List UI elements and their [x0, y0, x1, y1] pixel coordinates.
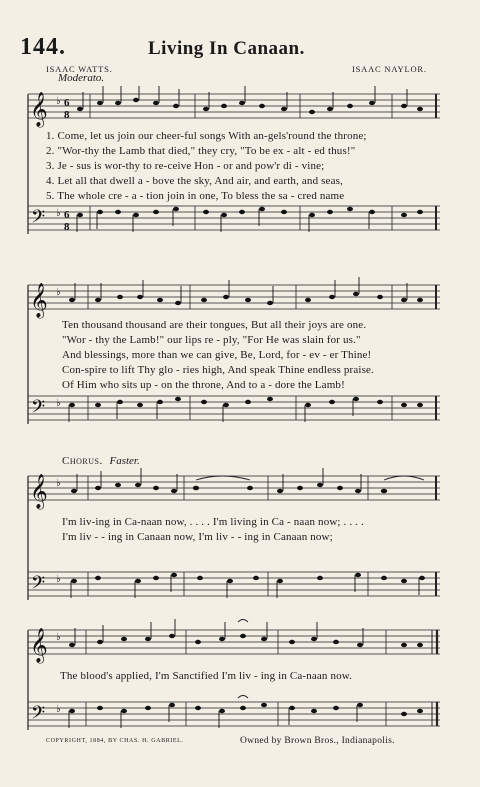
verse-line-1: 1. Come, let us join our cheer-ful songs With an-gels'round the throne;: [46, 130, 367, 142]
svg-text:♭: ♭: [56, 704, 61, 715]
svg-text:♭: ♭: [56, 208, 61, 219]
svg-text:8: 8: [64, 221, 70, 233]
svg-text:8: 8: [64, 109, 70, 121]
chorus-label: Chorus.: [62, 455, 103, 467]
hymn-title: Living In Canaan.: [148, 38, 305, 59]
verse-line-4: 4. Let all that dwell a - bove the sky, And air, and earth, and seas,: [46, 175, 343, 187]
chorus-line-3: The blood's applied, I'm Sanctified I'm liv - ing in Ca-naan now.: [60, 670, 353, 682]
svg-text:6: 6: [64, 97, 70, 109]
verse-line-4: Con-spire to lift Thy glo - ries high, And speak Thine endless praise.: [62, 364, 374, 376]
verse-line-2: 2. "Wor-thy the Lamb that died," they cry, "To be ex - alt - ed thus!": [46, 145, 356, 157]
music-credit: ISAAC NAYLOR.: [352, 64, 427, 74]
svg-text:𝄢: 𝄢: [31, 703, 46, 728]
words-credit: ISAAC WATTS.: [46, 64, 113, 74]
verse-line-2: "Wor - thy the Lamb!" our lips re - ply, "For He was slain for us.": [62, 334, 361, 346]
verse-line-5: Of Him who sits up - on the throne, And to a - dore the Lamb!: [62, 379, 345, 391]
svg-text:𝄢: 𝄢: [31, 207, 46, 232]
hymn-number: 144.: [20, 34, 66, 60]
chorus-line-2: I'm liv - - ing in Canaan now, I'm liv - - ing in Canaan now;: [62, 531, 333, 543]
verse-line-3: And blessings, more than we can give, Be, Lord, for - ev - er Thine!: [62, 349, 372, 361]
tempo-marking: Moderato.: [58, 72, 105, 84]
svg-text:♭: ♭: [56, 287, 61, 298]
svg-text:♭: ♭: [56, 574, 61, 585]
svg-text:𝄞: 𝄞: [30, 283, 48, 318]
verse-line-1: Ten thousand thousand are their tongues, But all their joys are one.: [62, 319, 367, 331]
svg-text:𝄞: 𝄞: [30, 92, 48, 127]
verse-line-3: 3. Je - sus is wor-thy to re-ceive Hon - or and pow'r di - vine;: [46, 160, 325, 172]
copyright-notice: COPYRIGHT, 1884, BY CHAS. H. GABRIEL.: [46, 738, 184, 744]
svg-text:♭: ♭: [56, 478, 61, 489]
svg-text:♭: ♭: [56, 96, 61, 107]
verse-line-5: 5. The whole cre - a - tion join in one, To bless the sa - cred name: [46, 190, 345, 202]
chorus-line-1: I'm liv-ing in Ca-naan now, . . . . I'm living in Ca - naan now; . . . .: [62, 516, 364, 528]
svg-text:♭: ♭: [56, 398, 61, 409]
svg-text:𝄞: 𝄞: [30, 474, 48, 509]
ownership-notice: Owned by Brown Bros., Indianapolis.: [240, 736, 395, 746]
chorus-tempo: Faster.: [109, 455, 140, 467]
svg-text:𝄢: 𝄢: [31, 397, 46, 422]
svg-text:6: 6: [64, 209, 70, 221]
svg-text:♭: ♭: [56, 632, 61, 643]
svg-text:𝄢: 𝄢: [31, 573, 46, 598]
svg-text:𝄞: 𝄞: [30, 628, 48, 663]
